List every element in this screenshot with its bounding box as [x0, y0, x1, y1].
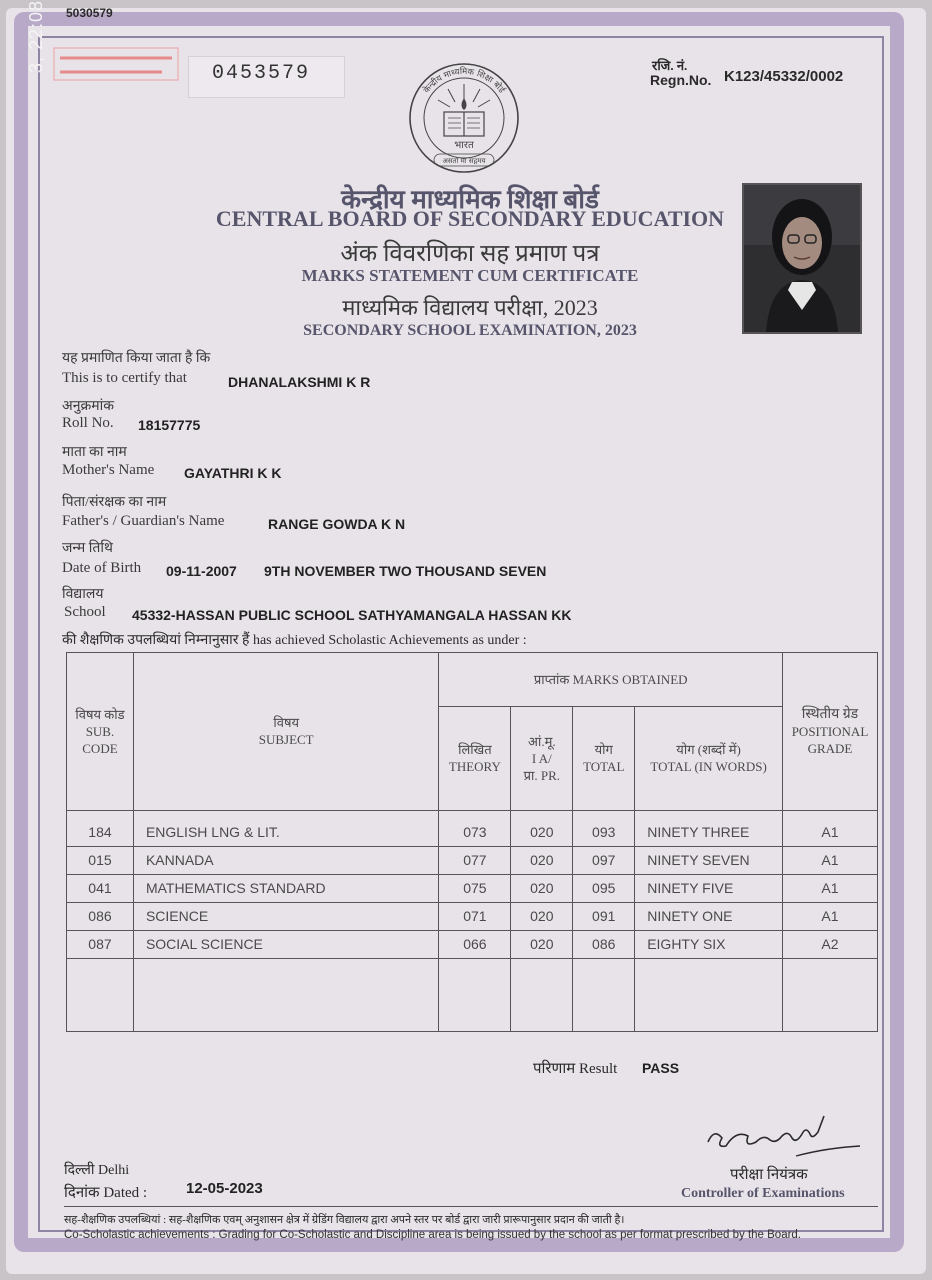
regn-label: Regn.No.	[650, 72, 712, 88]
school-label: School	[64, 604, 106, 620]
regn-hindi-label: रजि. नं.	[652, 58, 688, 73]
table-filler-row	[67, 958, 878, 1031]
exam-name: SECONDARY SCHOOL EXAMINATION, 2023	[303, 322, 637, 339]
positional-grade: A1	[782, 874, 877, 902]
student-photo	[742, 183, 862, 334]
certify-hindi: यह प्रमाणित किया जाता है कि	[62, 351, 211, 366]
table-row	[67, 902, 878, 930]
controller-signature	[700, 1112, 870, 1162]
total-marks: 086	[573, 930, 635, 958]
subject-name: KANNADA	[133, 846, 438, 874]
ia-marks: 020	[511, 810, 573, 846]
total-in-words: NINETY FIVE	[635, 874, 783, 902]
roll-number: 18157775	[138, 417, 201, 433]
board-name: CENTRAL BOARD OF SECONDARY EDUCATION	[215, 206, 725, 231]
ia-marks: 020	[511, 874, 573, 902]
result-value: PASS	[642, 1060, 680, 1076]
red-stamp	[52, 44, 180, 84]
roll-label: Roll No.	[62, 415, 114, 431]
student-name: DHANALAKSHMI K R	[228, 374, 371, 390]
positional-grade: A2	[782, 930, 877, 958]
subject-name: ENGLISH LNG & LIT.	[133, 810, 438, 846]
logo-motto: असतो मा सद्गमय	[442, 157, 486, 165]
header-sub-code: विषय कोड SUB. CODE	[67, 653, 134, 811]
theory-marks: 077	[439, 846, 511, 874]
total-in-words: NINETY SEVEN	[635, 846, 783, 874]
header-marks-obtained: प्राप्तांक MARKS OBTAINED	[439, 653, 783, 707]
empty-cell	[782, 958, 877, 1031]
regn-number: K123/45332/0002	[724, 68, 844, 85]
header-subject: विषय SUBJECT	[133, 653, 438, 811]
header-total-words: योग (शब्दों में) TOTAL (IN WORDS)	[635, 706, 783, 810]
roll-hindi-label: अनुक्रमांक	[62, 399, 114, 414]
father-hindi-label: पिता/संरक्षक का नाम	[62, 495, 167, 510]
total-in-words: NINETY ONE	[635, 902, 783, 930]
positional-grade: A1	[782, 846, 877, 874]
father-label: Father's / Guardian's Name	[62, 513, 225, 529]
total-in-words: NINETY THREE	[635, 810, 783, 846]
logo-bottom-text: भारत	[454, 140, 474, 151]
header-positional-grade: स्थितीय ग्रेड POSITIONAL GRADE	[782, 653, 877, 811]
subject-code: 086	[67, 902, 134, 930]
total-marks: 097	[573, 846, 635, 874]
dob-label: Date of Birth	[62, 560, 142, 576]
subject-code: 087	[67, 930, 134, 958]
achievement-hindi: की शैक्षणिक उपलब्धियां निम्नानुसार हैं	[62, 633, 250, 648]
subject-name: SOCIAL SCIENCE	[133, 930, 438, 958]
mother-label: Mother's Name	[62, 462, 155, 478]
empty-cell	[67, 958, 134, 1031]
footer-divider	[64, 1206, 878, 1207]
header-ia-pr: आं.मू. I A/ प्रा. PR.	[511, 706, 573, 810]
ia-marks: 020	[511, 902, 573, 930]
certificate-number: 0453579	[212, 62, 311, 85]
table-row	[67, 846, 878, 874]
positional-grade: A1	[782, 902, 877, 930]
subject-name: SCIENCE	[133, 902, 438, 930]
subject-code: 015	[67, 846, 134, 874]
achievement-text: has achieved Scholastic Achievements as under :	[252, 633, 527, 648]
marks-table	[66, 652, 878, 1032]
footer-note-hindi: सह-शैक्षणिक उपलब्धियां : सह-शैक्षणिक एवम् अनुशासन क्षेत्र में ग्रेडिंग विद्यालय द्वारा अपने स्तर पर बोर्ड द्वारा जारी प्रारूपानुसार प्रदान की जाती है।	[64, 1214, 625, 1226]
date-of-birth-words: 9TH NOVEMBER TWO THOUSAND SEVEN	[264, 563, 547, 579]
table-row	[67, 874, 878, 902]
theory-marks: 075	[439, 874, 511, 902]
dob-hindi-label: जन्म तिथि	[62, 541, 113, 556]
serial-number: 5030579	[66, 6, 113, 20]
empty-cell	[439, 958, 511, 1031]
total-marks: 093	[573, 810, 635, 846]
total-in-words: EIGHTY SIX	[635, 930, 783, 958]
subject-code: 041	[67, 874, 134, 902]
date-of-birth: 09-11-2007	[166, 563, 237, 579]
result-label: परिणाम Result	[533, 1061, 618, 1077]
header-total: योग TOTAL	[573, 706, 635, 810]
subject-name: MATHEMATICS STANDARD	[133, 874, 438, 902]
logo-top-text: केन्द्रीय माध्यमिक शिक्षा बोर्ड	[421, 66, 507, 96]
subject-code: 184	[67, 810, 134, 846]
empty-cell	[573, 958, 635, 1031]
achievement-line	[62, 630, 527, 649]
total-marks: 091	[573, 902, 635, 930]
table-row	[67, 930, 878, 958]
empty-cell	[635, 958, 783, 1031]
mother-name: GAYATHRI K K	[184, 465, 282, 481]
footer-note: Co-Scholastic achievements : Grading for Co-Scholastic and Discipline area is being issued by the school as per format prescribed by the Board.	[64, 1229, 802, 1241]
school-hindi-label: विद्यालय	[62, 587, 104, 602]
cbse-emblem-icon	[408, 62, 520, 174]
certify-label: This is to certify that	[62, 370, 187, 386]
empty-cell	[511, 958, 573, 1031]
mother-hindi-label: माता का नाम	[62, 445, 127, 460]
document-title: MARKS STATEMENT CUM CERTIFICATE	[301, 266, 639, 285]
theory-marks: 066	[439, 930, 511, 958]
issue-date-label: दिनांक Dated :	[64, 1185, 148, 1201]
father-name: RANGE GOWDA K N	[268, 516, 406, 532]
controller-hindi: परीक्षा नियंत्रक	[730, 1167, 808, 1183]
photo-timestamp: 3, 22:08	[26, 0, 46, 74]
exam-name-hindi: माध्यमिक विद्यालय परीक्षा, 2023	[342, 295, 598, 320]
document-title-hindi: अंक विवरणिका सह प्रमाण पत्र	[340, 241, 600, 267]
controller-title: Controller of Examinations	[681, 1186, 845, 1201]
theory-marks: 073	[439, 810, 511, 846]
board-name-hindi: केन्द्रीय माध्यमिक शिक्षा बोर्ड	[341, 185, 599, 214]
positional-grade: A1	[782, 810, 877, 846]
header-theory: लिखित THEORY	[439, 706, 511, 810]
theory-marks: 071	[439, 902, 511, 930]
issue-place: दिल्ली Delhi	[64, 1163, 130, 1178]
school-name: 45332-HASSAN PUBLIC SCHOOL SATHYAMANGALA HASSAN KK	[132, 607, 572, 623]
ia-marks: 020	[511, 846, 573, 874]
ia-marks: 020	[511, 930, 573, 958]
total-marks: 095	[573, 874, 635, 902]
empty-cell	[133, 958, 438, 1031]
table-row	[67, 810, 878, 846]
issue-date: 12-05-2023	[186, 1180, 263, 1197]
